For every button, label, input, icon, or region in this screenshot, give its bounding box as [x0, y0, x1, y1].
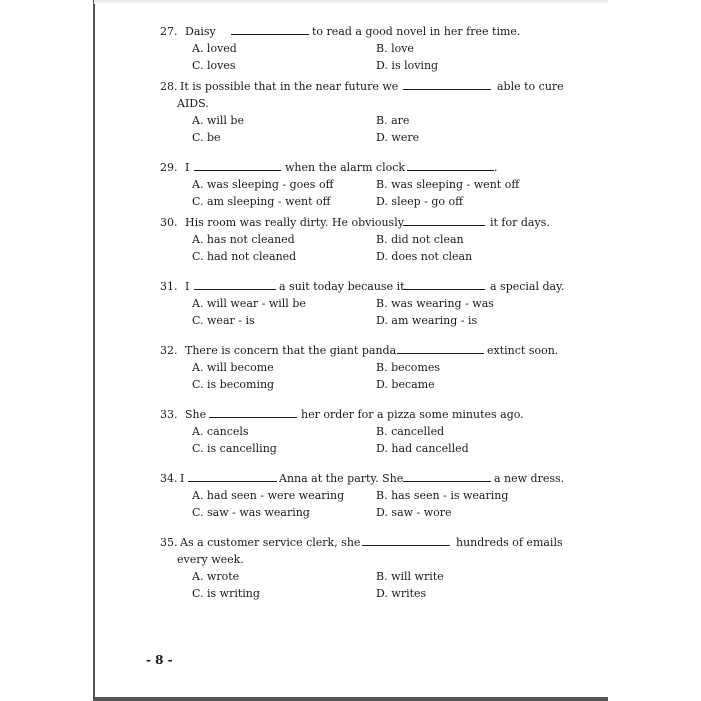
answer-blank: [403, 89, 491, 90]
option-d: D. writes: [376, 587, 427, 600]
option-c: C. had not cleaned: [192, 250, 297, 263]
question-29: [160, 159, 580, 210]
question-text: hundreds of emails: [456, 536, 563, 549]
option-c: C. is writing: [192, 587, 260, 600]
question-text: able to cure: [497, 80, 564, 93]
option-b: B. was wearing - was: [376, 297, 494, 310]
option-c: C. is becoming: [192, 378, 275, 391]
answer-blank: [403, 289, 485, 290]
option-a: A. loved: [192, 42, 237, 55]
answer-blank: [188, 481, 277, 482]
option-c: C. wear - is: [192, 314, 255, 327]
question-32: [160, 342, 580, 393]
option-d: D. is loving: [376, 59, 439, 72]
option-a: A. cancels: [192, 425, 249, 438]
answer-blank: [194, 289, 276, 290]
option-d: D. were: [376, 131, 420, 144]
option-c: C. am sleeping - went off: [192, 195, 331, 208]
option-a: A. had seen - were wearing: [192, 489, 345, 502]
question-31: [160, 278, 580, 329]
question-text: a suit today because it: [279, 280, 405, 293]
option-a: A. wrote: [192, 570, 240, 583]
option-a: A. will become: [192, 361, 274, 374]
question-30: [160, 214, 580, 265]
question-text: I: [180, 472, 185, 485]
question-text: a special day.: [490, 280, 565, 293]
question-number: 29.: [160, 161, 178, 174]
answer-blank: [209, 417, 297, 418]
question-text: a new dress.: [494, 472, 565, 485]
option-d: D. am wearing - is: [376, 314, 478, 327]
page-number: - 8 -: [146, 653, 173, 667]
option-d: D. had cancelled: [376, 442, 469, 455]
question-number: 35.: [160, 536, 178, 549]
question-text: She: [185, 408, 207, 421]
answer-blank: [231, 34, 309, 35]
question-28: [160, 78, 580, 146]
option-d: D. saw - wore: [376, 506, 452, 519]
question-number: 31.: [160, 280, 178, 293]
answer-blank: [194, 170, 281, 171]
question-text: extinct soon.: [487, 344, 559, 357]
question-text: It is possible that in the near future we: [180, 80, 399, 93]
page-bottom-edge: [93, 697, 608, 701]
option-b: B. will write: [376, 570, 444, 583]
question-number: 28.: [160, 80, 178, 93]
question-number: 30.: [160, 216, 178, 229]
answer-blank: [403, 225, 485, 226]
question-text: Daisy: [185, 25, 216, 38]
question-text: I: [185, 280, 190, 293]
question-33: [160, 406, 580, 457]
option-d: D. sleep - go off: [376, 195, 463, 208]
option-c: C. loves: [192, 59, 236, 72]
option-c: C. saw - was wearing: [192, 506, 310, 519]
answer-blank: [403, 481, 491, 482]
question-number: 34.: [160, 472, 178, 485]
option-b: B. did not clean: [376, 233, 464, 246]
option-b: B. cancelled: [376, 425, 445, 438]
option-c: C. is cancelling: [192, 442, 277, 455]
question-text: Anna at the party. She: [279, 472, 404, 485]
question-text: His room was really dirty. He obviously: [185, 216, 404, 229]
question-number: 33.: [160, 408, 178, 421]
question-text: when the alarm clock: [285, 161, 406, 174]
answer-blank: [407, 170, 494, 171]
page-top-shadow: [94, 0, 608, 4]
question-27: [160, 23, 580, 74]
question-text: I: [185, 161, 190, 174]
question-35: [160, 534, 580, 602]
option-a: A. will be: [192, 114, 244, 127]
option-d: D. does not clean: [376, 250, 473, 263]
option-d: D. became: [376, 378, 435, 391]
question-34: [160, 470, 580, 521]
option-c: C. be: [192, 131, 221, 144]
question-text: .: [494, 161, 498, 174]
question-number: 27.: [160, 25, 178, 38]
option-a: A. has not cleaned: [192, 233, 295, 246]
option-b: B. becomes: [376, 361, 440, 374]
question-text: As a customer service clerk, she: [180, 536, 361, 549]
option-a: A. will wear - will be: [192, 297, 306, 310]
question-text-continuation: AIDS.: [177, 97, 209, 110]
question-text: her order for a pizza some minutes ago.: [301, 408, 524, 421]
question-text-continuation: every week.: [177, 553, 244, 566]
option-b: B. has seen - is wearing: [376, 489, 509, 502]
option-b: B. are: [376, 114, 410, 127]
question-text: it for days.: [490, 216, 550, 229]
answer-blank: [397, 353, 484, 354]
option-b: B. love: [376, 42, 414, 55]
option-b: B. was sleeping - went off: [376, 178, 520, 191]
question-number: 32.: [160, 344, 178, 357]
question-text: to read a good novel in her free time.: [312, 25, 521, 38]
answer-blank: [362, 545, 450, 546]
option-a: A. was sleeping - goes off: [192, 178, 334, 191]
question-text: There is concern that the giant panda: [185, 344, 397, 357]
